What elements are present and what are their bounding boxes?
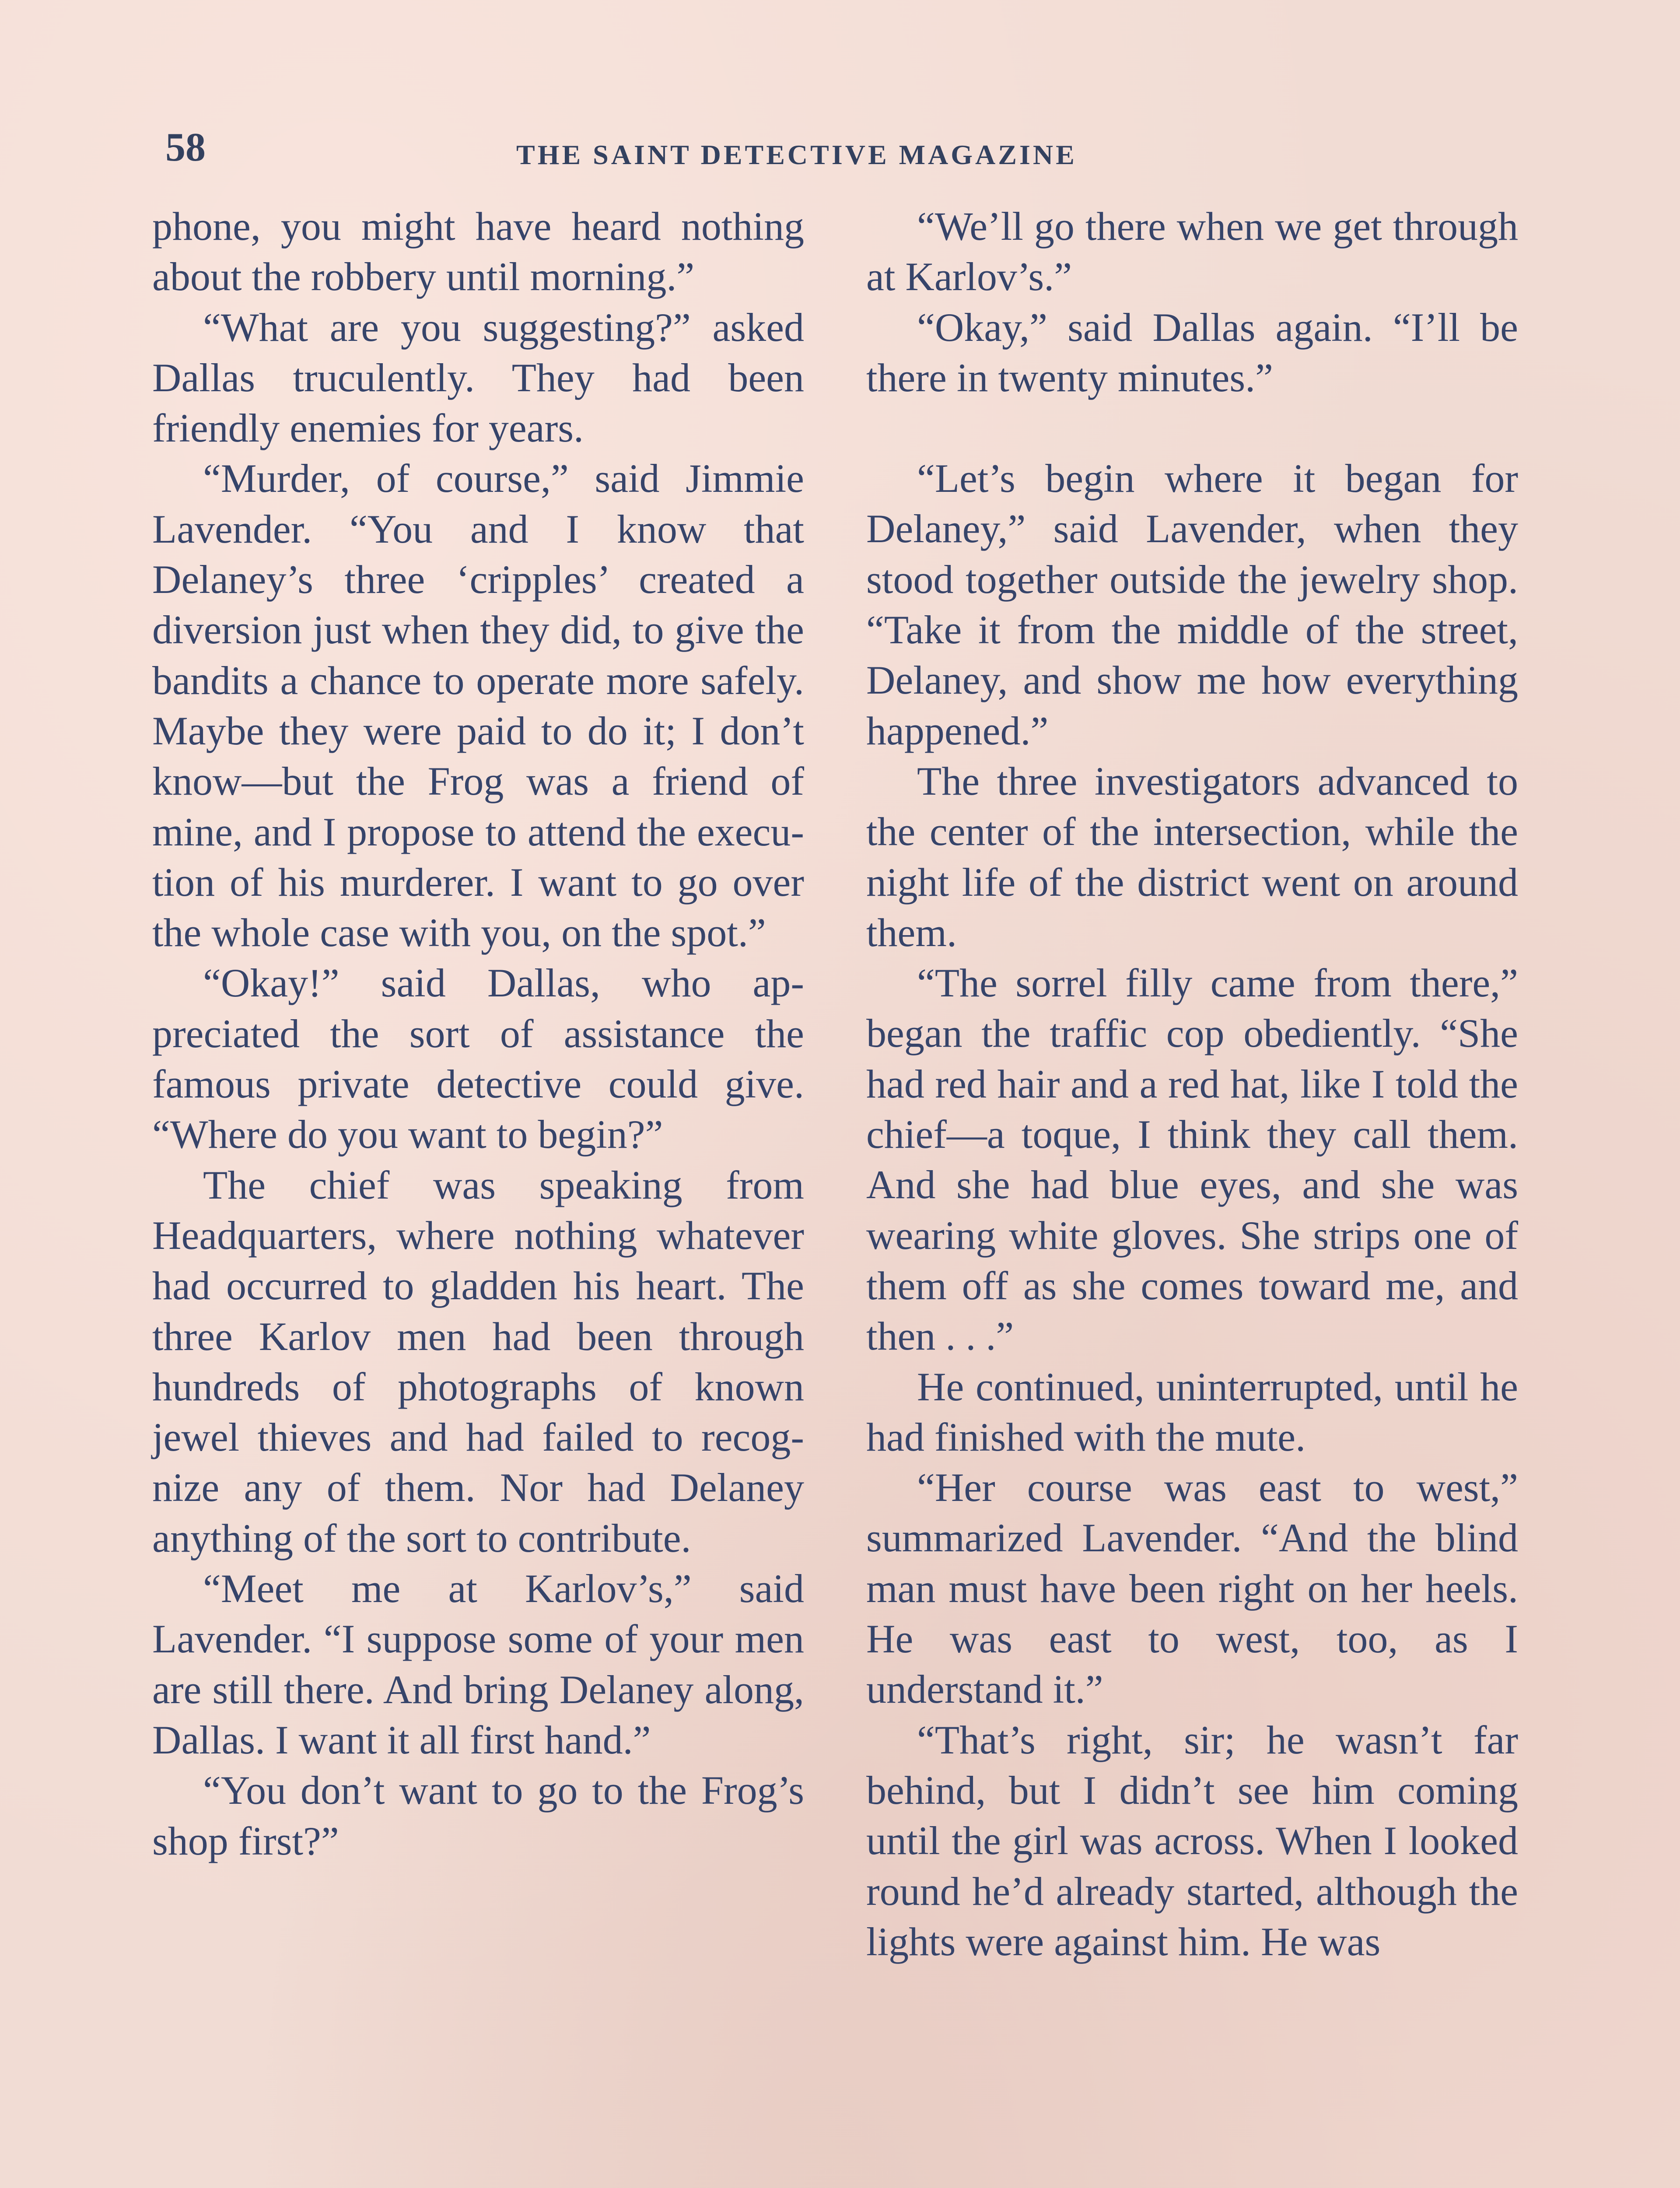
paragraph: “You don’t want to go to the Frog’s shop first?” (152, 1768, 804, 1863)
paragraph: phone, you might have heard nothing about the robbery until morning.” (152, 204, 804, 299)
paragraph: “The sorrel filly came from there,” began the traffic cop obediently. “She had red hair and a red hat, like I told the chief—a toque, I think they call them. And she had blue eyes, and she was wearing white gloves. She strips one of them off as she comes toward me, and then . . .” (866, 961, 1518, 1359)
paragraph: “We’ll go there when we get through at Karlov’s.” (866, 204, 1518, 299)
paragraph: “Okay!” said Dallas, who appreciated the sort of assistance the famous private detective could give. “Where do you want to begin?” (152, 961, 804, 1157)
paragraph: “Okay,” said Dallas again. “I’ll be there in twenty minutes.” (866, 305, 1518, 400)
paragraph: “What are you suggesting?” asked Dallas truculently. They had been friendly enemies for years. (152, 305, 804, 451)
paragraph: “Murder, of course,” said Jimmie Lavender. “You and I know that Delaney’s three ‘cripples’ created a diversion just when they did, to give the bandits a chance to operate more safely. Maybe they were paid to do it; I don’t know—but the Frog was a friend of mine, and I propose to attend the execution of his murderer. I want to go over the whole case with you, on the spot.” (152, 456, 804, 955)
left-column (152, 201, 804, 1866)
paragraph: “Meet me at Karlov’s,” said Lavender. “I suppose some of your men are still there. And bring Delaney along, Dallas. I want it all first hand.” (152, 1566, 804, 1762)
section-break (866, 403, 1518, 453)
paragraph: He continued, uninterrupted, until he had finished with the mute. (866, 1364, 1518, 1459)
paragraph: “That’s right, sir; he wasn’t far behind, but I didn’t see him coming until the girl was across. When I looked round he’d already started, although the lights were against him. He was (866, 1717, 1518, 1964)
page-number: 58 (165, 125, 206, 169)
paragraph: “Let’s begin where it began for Delaney,” said Lavender, when they stood together outside the jewelry shop. “Take it from the middle of the street, Delaney, and show me how everything happened.” (866, 456, 1518, 753)
right-column (866, 201, 1518, 1967)
running-head: THE SAINT DETECTIVE MAGAZINE (516, 139, 1077, 170)
paragraph: “Her course was east to west,” summarized Lavender. “And the blind man must have been right on her heels. He was east to west, too, as I understand it.” (866, 1465, 1518, 1712)
paragraph: The chief was speaking from Headquarters, where nothing whatever had occurred to gladden his heart. The three Karlov men had been through hundreds of photographs of known jewel thieves and had failed to recognize any of them. Nor had Delaney anything of the sort to contribute. (152, 1162, 804, 1560)
paragraph: The three investigators advanced to the center of the intersection, while the night life of the district went on around them. (866, 758, 1518, 955)
